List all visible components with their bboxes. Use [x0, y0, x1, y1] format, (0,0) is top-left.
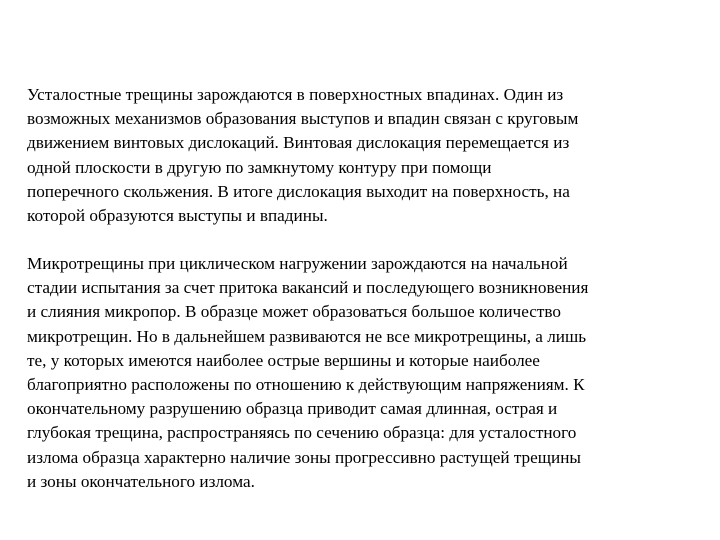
text-line: одной плоскости в другую по замкнутому контуру при помощи: [27, 157, 492, 177]
text-line: и зоны окончательного излома.: [27, 471, 255, 491]
text-line: глубокая трещина, распространяясь по сечению образца: для усталостного: [27, 423, 577, 443]
text-line: излома образца характерно наличие зоны прогрессивно растущей трещины: [27, 447, 581, 467]
text-line: стадии испытания за счет притока вакансий и последующего возникновения: [27, 278, 589, 298]
text-line: Микротрещины при циклическом нагружении зарождаются на начальной: [27, 254, 568, 273]
paragraph-microcracks: [27, 252, 588, 494]
text-line: и слияния микропор. В образце может образоваться большое количество: [27, 302, 561, 322]
text-line: движением винтовых дислокаций. Винтовая дислокация перемещается из: [27, 133, 570, 153]
text-line: благоприятно расположены по отношению к действующим напряжениям. К: [27, 375, 585, 395]
text-line: микротрещин. Но в дальнейшем развиваются не все микротрещины, а лишь: [27, 326, 587, 346]
paragraph-fatigue-cracks: [27, 83, 578, 228]
text-line: которой образуются выступы и впадины.: [27, 206, 328, 226]
text-line: возможных механизмов образования выступов и впадин связан с круговым: [27, 109, 579, 129]
text-line: те, у которых имеются наиболее острые вершины и которые наиболее: [27, 350, 540, 370]
text-line: окончательному разрушению образца приводит самая длинная, острая и: [27, 399, 558, 419]
text-line: Усталостные трещины зарождаются в поверхностных впадинах. Один из: [27, 85, 564, 104]
text-line: поперечного скольжения. В итоге дислокация выходит на поверхность, на: [27, 181, 570, 201]
